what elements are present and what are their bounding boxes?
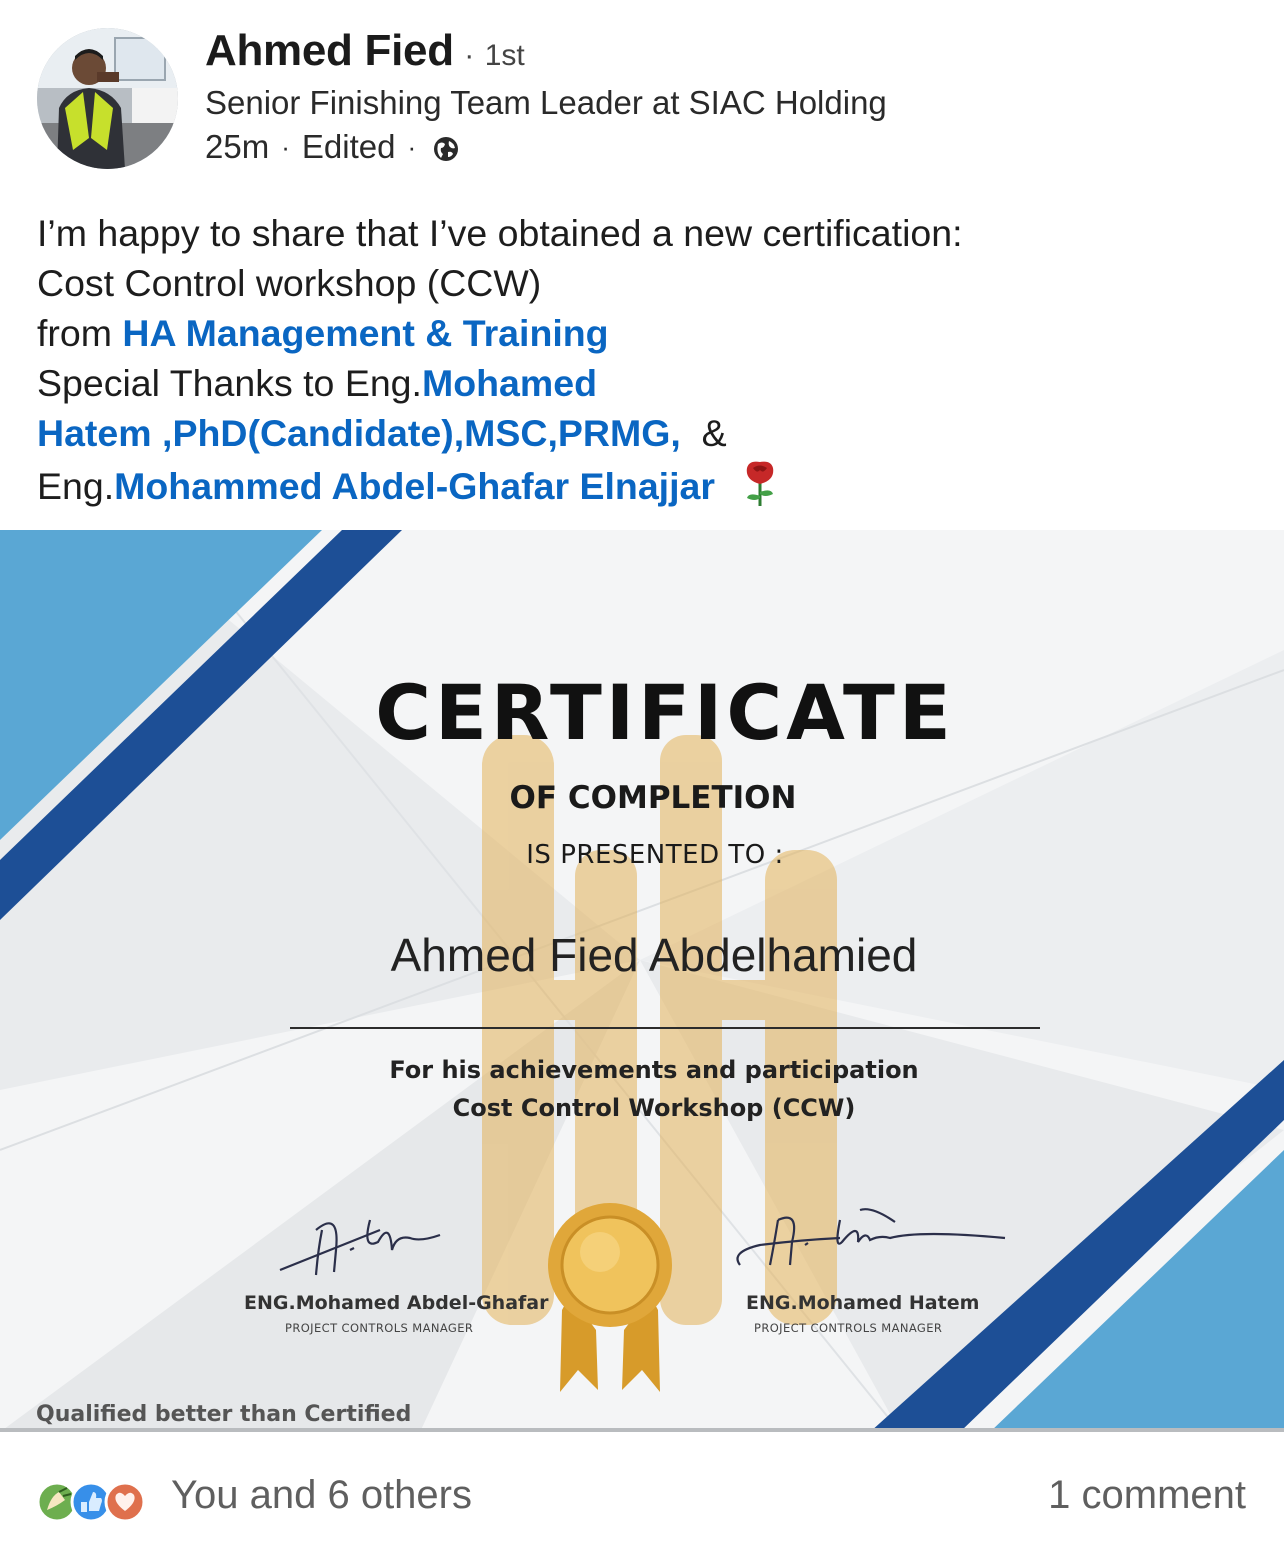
- post-text: &: [680, 412, 727, 454]
- post-line: [37, 458, 1257, 520]
- separator-dot: ·: [464, 39, 475, 72]
- post-time: 25m: [205, 128, 270, 165]
- author-headline: Senior Finishing Team Leader at SIAC Holding: [205, 84, 887, 121]
- comments-count[interactable]: 1 comment: [1048, 1473, 1246, 1517]
- post-meta: [205, 128, 460, 166]
- right-signer-name: ENG.Mohamed Hatem: [746, 1292, 980, 1314]
- reaction-icons[interactable]: [37, 1480, 157, 1524]
- certificate-tagline: Qualified better than Certified: [36, 1402, 412, 1427]
- right-signer-role: PROJECT CONTROLS MANAGER: [754, 1321, 943, 1335]
- post-header: [0, 0, 1284, 190]
- post-line: [37, 358, 1257, 408]
- post-line: I’m happy to share that I’ve obtained a new certification:: [37, 212, 963, 254]
- rose-emoji: [737, 458, 783, 520]
- left-signer-role: PROJECT CONTROLS MANAGER: [285, 1321, 474, 1335]
- separator-dot: ·: [407, 131, 417, 162]
- globe-icon: [432, 133, 460, 161]
- reactions-count[interactable]: You and 6 others: [171, 1473, 472, 1517]
- left-signer-name: ENG.Mohamed Abdel-Ghafar: [244, 1292, 549, 1314]
- author-avatar[interactable]: [37, 28, 178, 169]
- course-name: Cost Control Workshop (CCW): [452, 1094, 856, 1122]
- post-line: [37, 308, 1257, 358]
- edited-label: Edited: [301, 128, 396, 165]
- recipient-name: Ahmed Fied Abdelhamied: [390, 929, 918, 981]
- post-text: from: [37, 312, 123, 354]
- person-mention-link[interactable]: Hatem ,PhD(Candidate),MSC,PRMG,: [37, 412, 681, 454]
- post-body: [37, 208, 1257, 520]
- social-counts: [0, 1463, 1284, 1543]
- love-icon: [106, 1483, 144, 1521]
- post-text: Special Thanks to Eng.: [37, 362, 422, 404]
- post-line: [37, 408, 1257, 458]
- separator-dot: ·: [281, 131, 290, 162]
- certificate-subtitle: OF COMPLETION: [509, 780, 797, 816]
- author-line: [205, 26, 525, 76]
- person-mention-link[interactable]: Mohammed Abdel-Ghafar Elnajjar: [114, 464, 715, 507]
- achievement-text: For his achievements and participation: [389, 1056, 919, 1084]
- person-mention-link[interactable]: Mohamed: [421, 362, 597, 404]
- post-text: Eng.: [37, 464, 115, 507]
- recipient-underline: [290, 1027, 1040, 1029]
- post-line: Cost Control workshop (CCW): [37, 262, 542, 304]
- certificate-title: CERTIFICATE: [375, 668, 955, 757]
- presented-to-label: IS PRESENTED TO :: [526, 840, 784, 870]
- like-icon: [72, 1483, 110, 1521]
- connection-degree: 1st: [484, 39, 525, 72]
- author-name[interactable]: Ahmed Fied: [205, 26, 454, 75]
- company-mention-link[interactable]: HA Management & Training: [122, 312, 609, 354]
- celebrate-icon: [38, 1483, 76, 1521]
